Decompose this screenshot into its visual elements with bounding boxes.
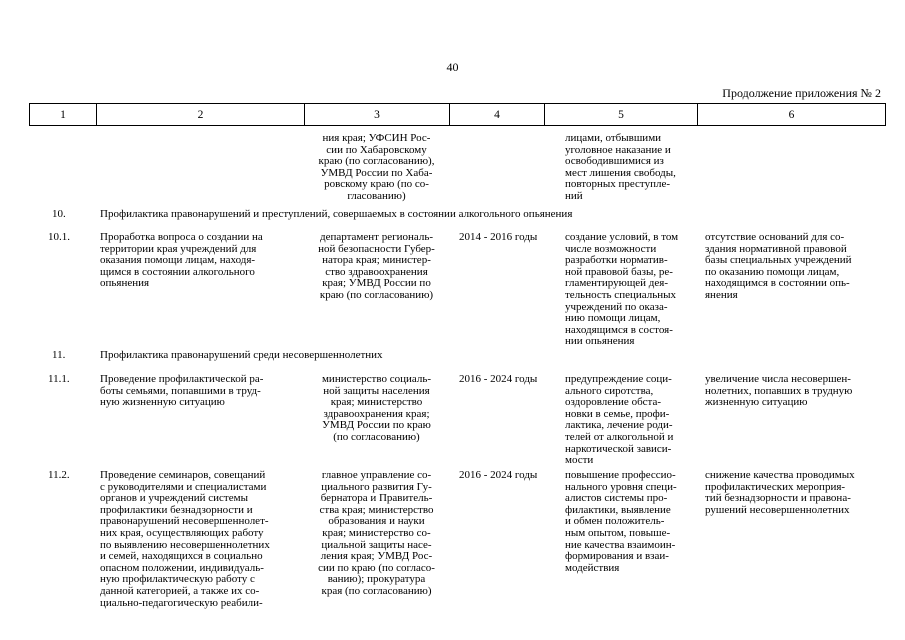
header-col-4: 4 <box>450 104 545 126</box>
row-number: 11.2. <box>48 469 70 481</box>
row-risk: снижение качества проводимых профилактических мероприя- тий безнадзорности и правона- рушений несовершеннолетних <box>705 469 855 516</box>
row-risk: отсутствие оснований для со- здания нормативной правовой базы специальных учреждений по оказанию помощи лицам, находящимся в состоянии опь- янения <box>705 231 852 301</box>
row-activity: Проведение семинаров, совещаний с руководителями и специалистами органов и учреждений системы профилактики безнадзорности и правонарушений несовершеннолет- них края, осуществляющих работу по выявлению несовершеннолетних и семей, находящихся в социально опасном положении, индивидуаль- ную профилактическую работу с данной категорией, а также их со- циально-педагогическую реабили- <box>100 469 270 609</box>
header-col-2: 2 <box>97 104 305 126</box>
row-executors: министерство социаль- ной защиты населения края; министерство здравоохранения края; УМВД России по краю (по согласованию) <box>321 373 432 443</box>
header-col-5: 5 <box>545 104 698 126</box>
page-number: 40 <box>446 60 459 74</box>
continued-executors: ния края; УФСИН Рос- сии по Хабаровскому краю (по согласованию), УМВД России по Хаба- ровскому краю (по со- гласованию) <box>318 132 435 202</box>
row-executors: главное управление со- циального развития Гу- бернатора и Правитель- ства края; министерство образования и науки края; министерство со- циальной защиты насе- ления края; УМВД Рос- сии по краю (по согласо- ванию); прокуратура края (по согласованию) <box>318 469 435 597</box>
appendix-continuation-note: Продолжение приложения № 2 <box>722 86 881 100</box>
row-number: 11.1. <box>48 373 70 385</box>
row-result: создание условий, в том числе возможности разработки норматив- ной правовой базы, ре- гламентирующей дея- тельность специальных учреждений по оказа- нию помощи лицам, находящимся в состоя- нии опьянения <box>565 231 679 348</box>
section-number: 10. <box>52 208 66 220</box>
row-period: 2016 - 2024 годы <box>459 469 538 481</box>
header-col-6: 6 <box>698 104 886 126</box>
row-executors: департамент региональ- ной безопасности Губер- натора края; министер- ство здравоохранения края; УМВД России по краю (по согласованию) <box>318 231 435 301</box>
header-col-1: 1 <box>30 104 97 126</box>
row-activity: Проработка вопроса о создании на территории края учреждений для оказания помощи лицам, находя- щимся в состоянии алкогольного опьянения <box>100 231 263 290</box>
continued-result: лицами, отбывшими уголовное наказание и освободившимися из мест лишения свободы, повторных преступле- ний <box>565 132 676 202</box>
section-title: Профилактика правонарушений среди несовершеннолетних <box>100 349 383 361</box>
section-number: 11. <box>52 349 66 361</box>
row-result: предупреждение соци- ального сиротства, оздоровление обста- новки в семье, профи- лактика, лечение роди- телей от алкогольной и наркотической зависи- мости <box>565 373 674 467</box>
row-result: повышение профессио- нального уровня специ- алистов системы про- филактики, выявление и обмен положитель- ным опытом, повыше- ние качества взаимоин- формирования и взаи- модействия <box>565 469 677 574</box>
row-period: 2014 - 2016 годы <box>459 231 538 243</box>
row-risk: увеличение числа несовершен- нолетних, попавших в трудную жизненную ситуацию <box>705 373 853 409</box>
row-period: 2016 - 2024 годы <box>459 373 538 385</box>
row-activity: Проведение профилактической ра- боты семьями, попавшими в труд- ную жизненную ситуацию <box>100 373 264 409</box>
section-title: Профилактика правонарушений и преступлений, совершаемых в состоянии алкогольного опьянения <box>100 208 573 220</box>
column-number-header <box>29 103 886 126</box>
header-col-3: 3 <box>305 104 450 126</box>
row-number: 10.1. <box>48 231 70 243</box>
